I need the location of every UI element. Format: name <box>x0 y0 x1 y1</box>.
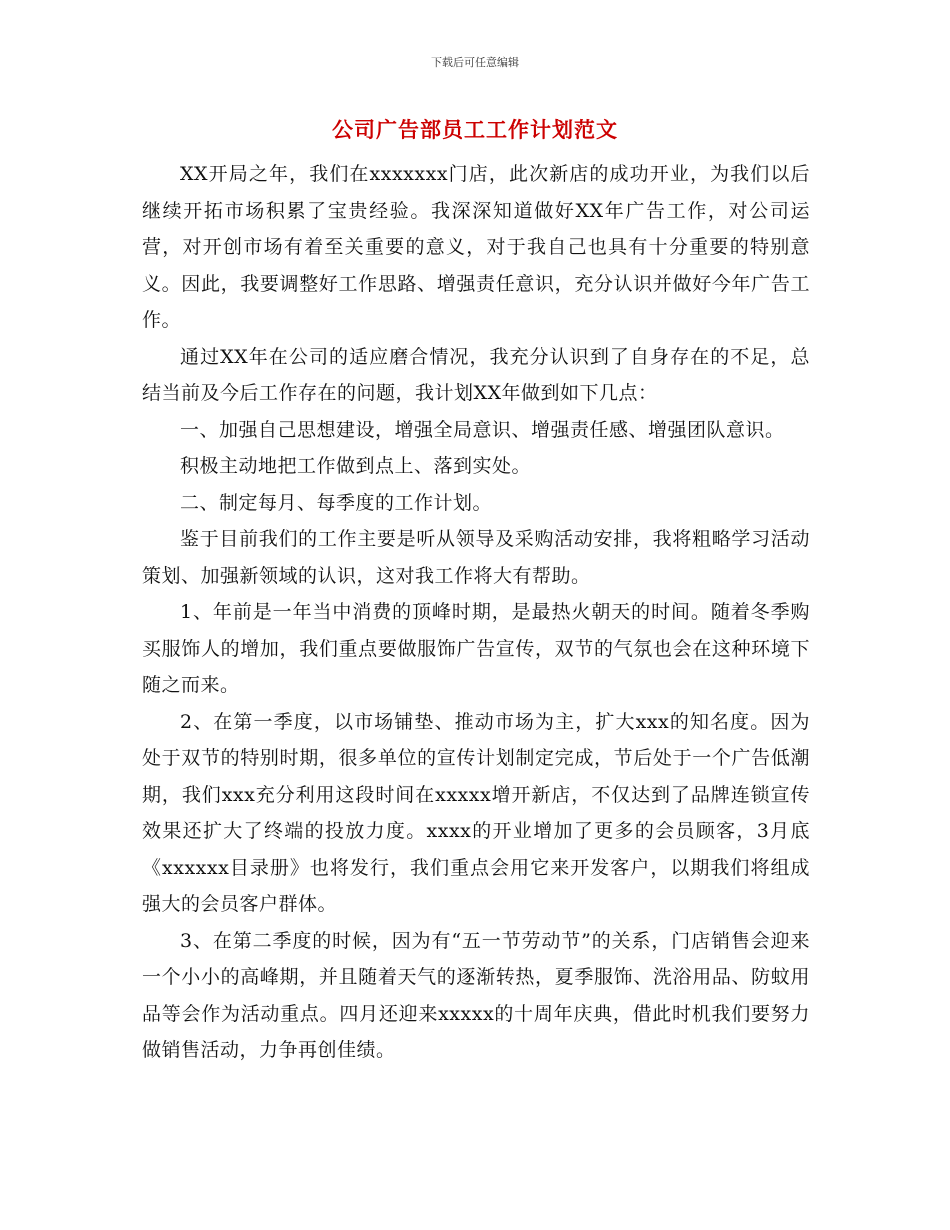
paragraph: 鉴于目前我们的工作主要是听从领导及采购活动安排，我将粗略学习活动策划、加强新领域的认识，这对我工作将大有帮助。 <box>142 528 810 587</box>
paragraph: 二、制定每月、每季度的工作计划。 <box>180 491 493 514</box>
paragraph: 2、在第一季度，以市场铺垫、推动市场为主，扩大xxx的知名度。因为处于双节的特别时期，很多单位的宣传计划制定完成，节后处于一个广告低潮期，我们xxx充分利用这段时间在xxxxx增开新店，不仅达到了品牌连锁宣传效果还扩大了终端的投放力度。xxxx的开业增加了更多的会员顾客，3月底《xxxxxx目录册》也将发行，我们重点会用它来开发客户，以期我们将组成强大的会员客户群体。 <box>142 710 810 915</box>
paragraph: 3、在第二季度的时候，因为有“五一节劳动节”的关系，门店销售会迎来一个小小的高峰期，并且随着天气的逐渐转热，夏季服饰、洗浴用品、防蚊用品等会作为活动重点。四月还迎来xxxxx的十周年庆典，借此时机我们要努力做销售活动，力争再创佳绩。 <box>142 929 810 1061</box>
paragraph: 积极主动地把工作做到点上、落到实处。 <box>180 455 532 477</box>
paragraph: 1、年前是一年当中消费的顶峰时期，是最热火朝天的时间。随着冬季购买服饰人的增加，我们重点要做服饰广告宣传，双节的气氛也会在这种环境下随之而来。 <box>142 601 810 696</box>
paragraph: 通过XX年在公司的适应磨合情况，我充分认识到了自身存在的不足，总结当前及今后工作存在的问题，我计划XX年做到如下几点： <box>142 345 810 404</box>
document-title: 公司广告部员工工作计划范文 <box>332 118 618 142</box>
paragraph: 一、加强自己思想建设，增强全局意识、增强责任感、增强团队意识。 <box>180 418 785 441</box>
header-note: 下载后可任意编辑 <box>431 56 519 69</box>
paragraph: XX开局之年，我们在xxxxxxx门店，此次新店的成功开业，为我们以后继续开拓市场积累了宝贵经验。我深深知道做好XX年广告工作，对公司运营，对开创市场有着至关重要的意义，对于我自己也具有十分重要的特别意义。因此，我要调整好工作思路、增强责任意识，充分认识并做好今年广告工作。 <box>142 163 810 331</box>
document-body <box>142 156 810 1069</box>
